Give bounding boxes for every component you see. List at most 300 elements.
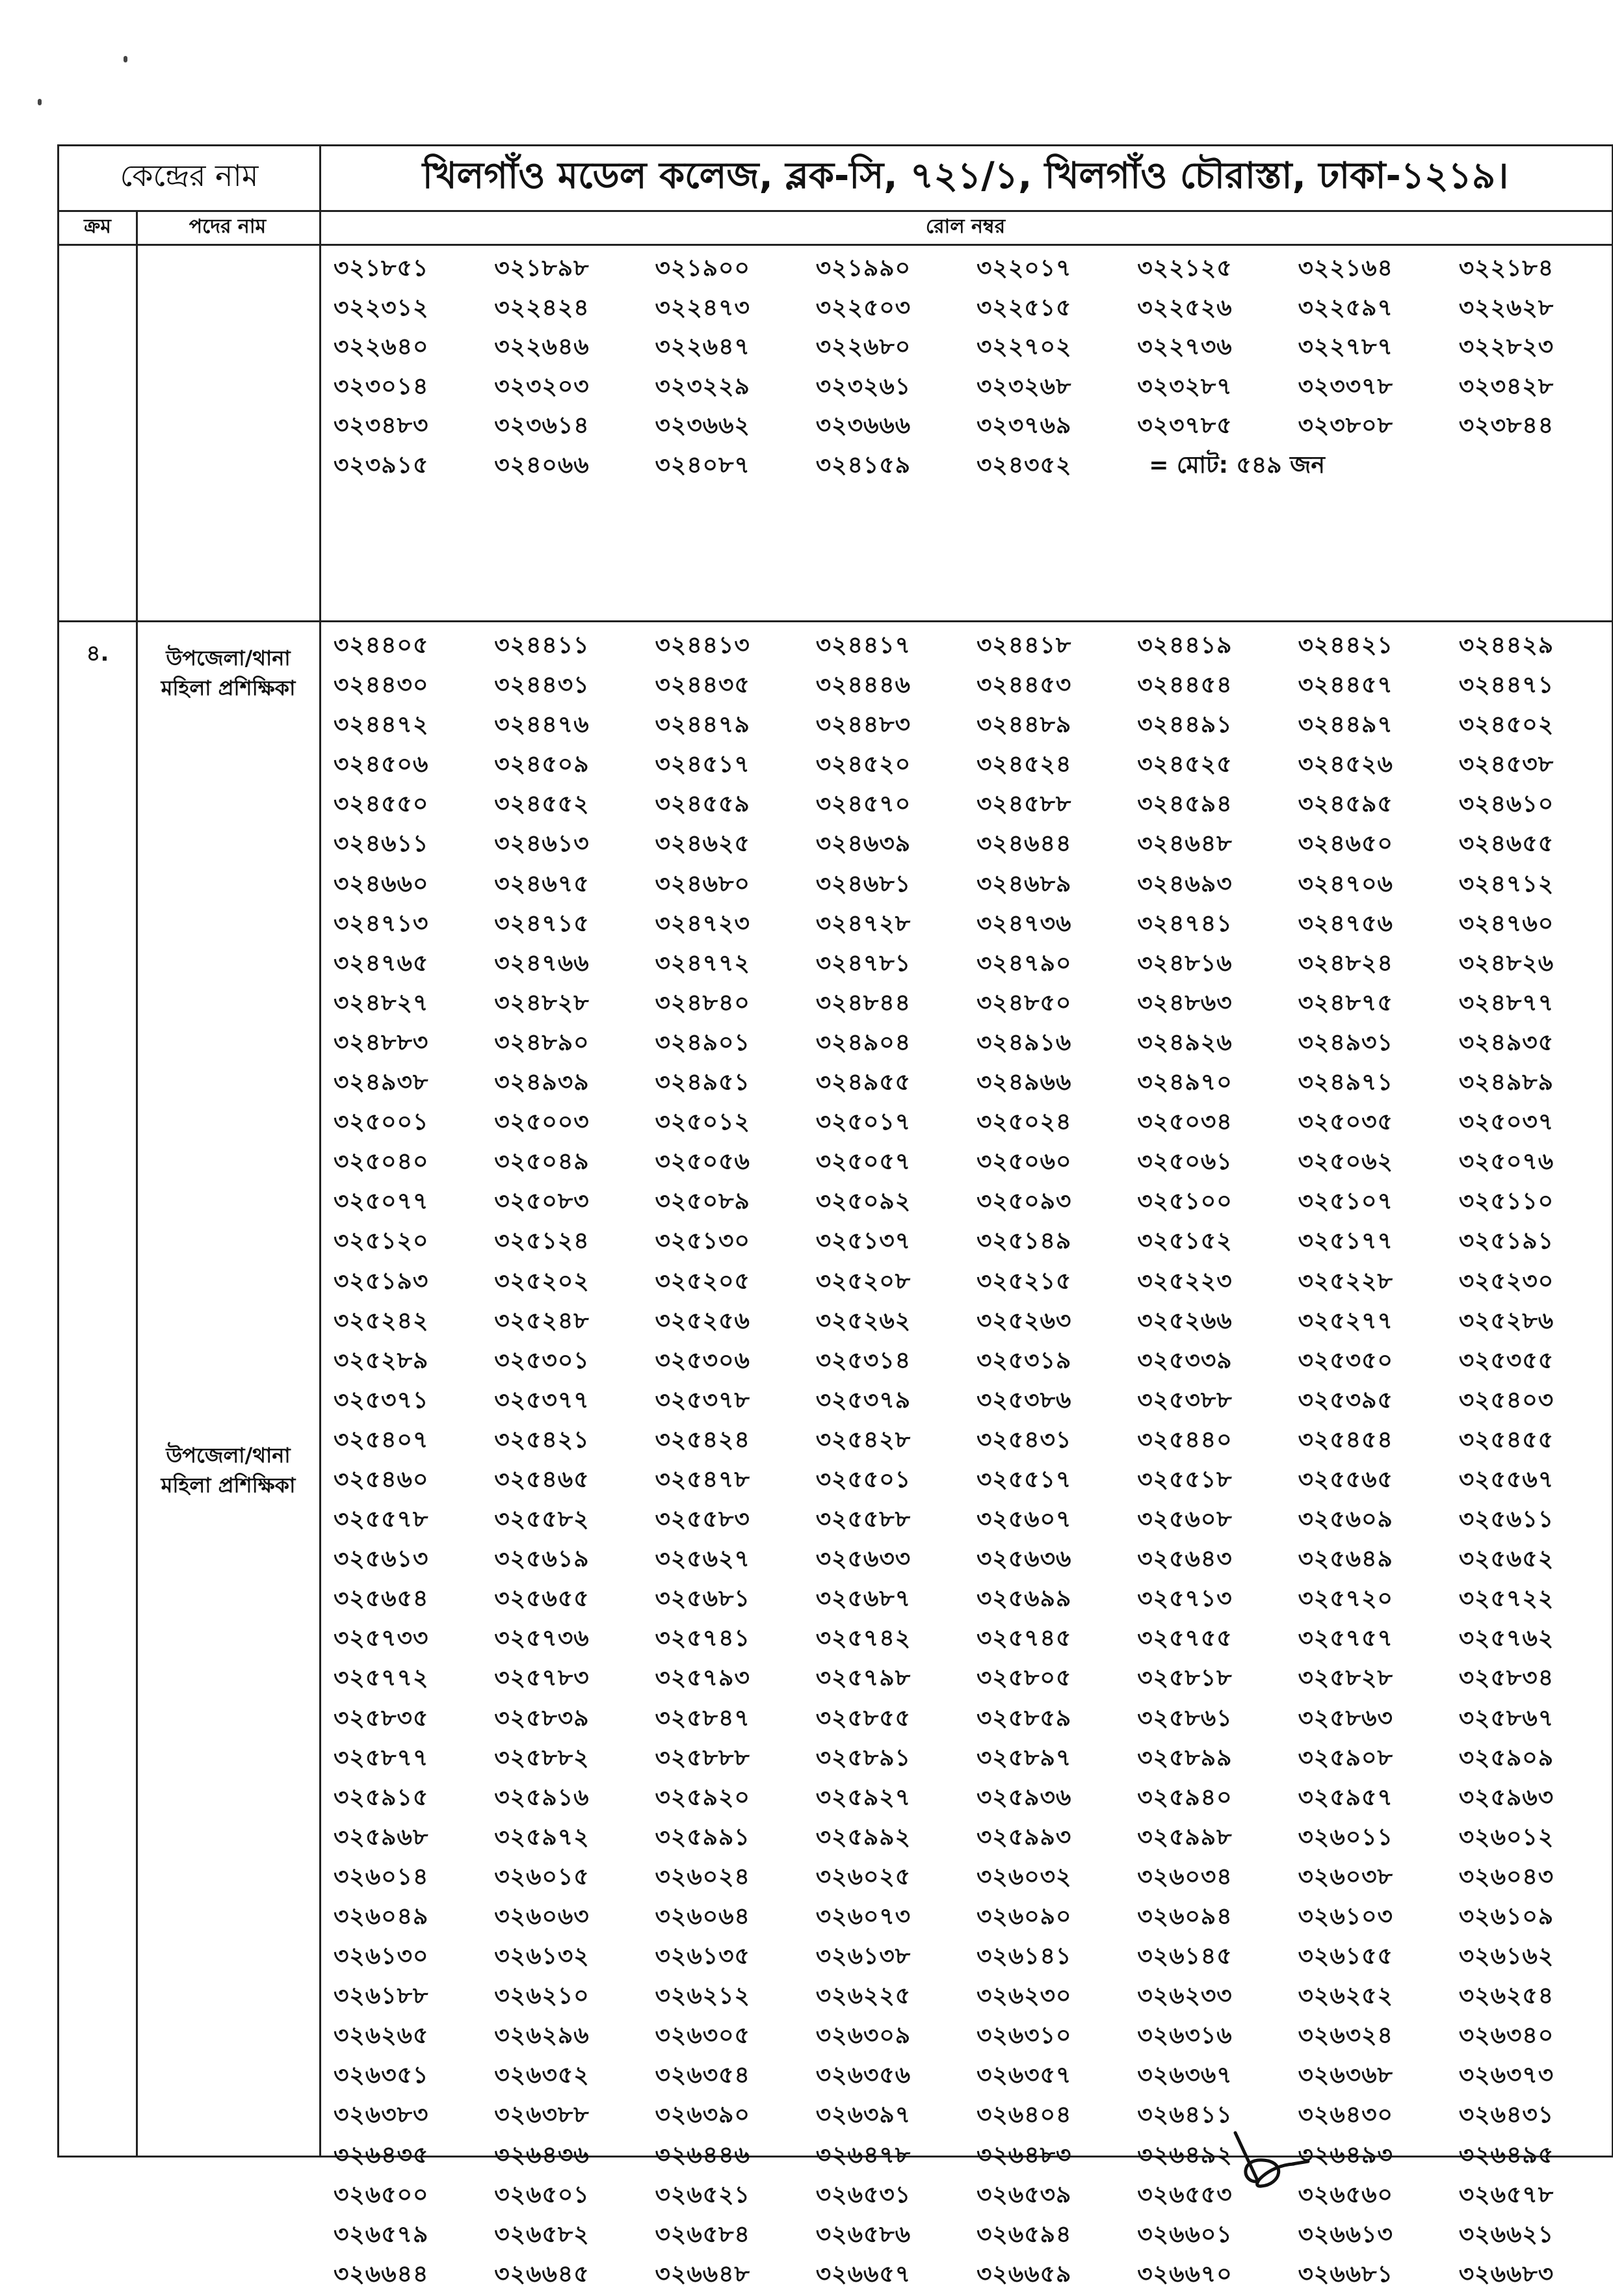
roll-number: ৩২২১৬৪ [1298,255,1393,282]
roll-number: ৩২৬৬৪৪ [334,2260,429,2288]
roll-number: ৩২৬২৯৬ [494,2022,590,2050]
roll-number: ৩২৫৫৭৮ [334,1506,429,1533]
roll-number: ৩২৫০৫৭ [815,1148,911,1176]
roll-number: ৩২৪৭১৫ [494,910,590,937]
roll-number: ৩২৫১০০ [1137,1188,1233,1215]
roll-number: ৩২৪৪৩০ [334,672,429,699]
roll-number: ৩২৪৯২৬ [1137,1029,1233,1056]
roll-number: ৩২৪৫১৭ [655,751,750,778]
roll-number: ৩২৬১০৩ [1298,1903,1393,1930]
roll-number: ৩২৬৬২১ [1458,2221,1554,2248]
roll-number: ৩২৫৮৬৭ [1458,1704,1554,1732]
roll-number: ৩২৬১৩৮ [815,1943,911,1970]
roll-number: ৩২৬১০৯ [1458,1903,1554,1930]
roll-number: ৩২৫৩৫০ [1298,1347,1393,1374]
roll-number: ৩২৫১৩৭ [815,1228,911,1255]
roll-number: ৩২৬৪৪৬ [655,2141,750,2169]
roll-number: ৩২৪৭৬৫ [334,949,429,977]
roll-number: ৩২৬২৫৪ [1458,1983,1554,2010]
roll-number: ৩২৪৫৯৫ [1298,791,1393,818]
roll-number: ৩২৫০৪৯ [494,1148,590,1176]
roll-number: ৩২৪৬৩৯ [815,830,911,858]
roll-number: ৩২৫২০৮ [815,1267,911,1295]
roll-number: ৩২৫০২৪ [977,1109,1072,1136]
roll-number: ৩২৬৪৯৫ [1458,2141,1554,2169]
roll-number: ৩২৫৩৭৭ [494,1386,590,1414]
roll-number: ৩২৪৮১৬ [1137,949,1233,977]
column-divider [319,244,321,620]
roll-number: ৩২৬১৫৫ [1298,1943,1393,1970]
roll-number: ৩২৬০৩৮ [1298,1863,1393,1890]
roll-number: ৩২৫৮৯৭ [977,1744,1072,1771]
roll-number: ৩২৪৬৪৮ [1137,830,1233,858]
roll-number: ৩২৫৯১৫ [334,1784,429,1811]
roll-number: ৩২৫৬০৭ [977,1506,1072,1533]
roll-number: ৩২৫৪২১ [494,1426,590,1453]
roll-number: ৩২৫০৬২ [1298,1148,1393,1176]
roll-number: ৩২৪৬১৩ [494,830,590,858]
roll-number: ৩২৪১৫৯ [815,451,911,479]
roll-number: ৩২৫২৬৬ [1137,1307,1233,1334]
roll-number: ৩২৫৫১৭ [977,1466,1072,1493]
roll-number: ৩২৫৩৩৯ [1137,1347,1233,1374]
roll-number: ৩২৫৫০১ [815,1466,911,1493]
roll-number: ৩২৬৬০১ [1137,2221,1233,2248]
roll-number: ৩২৩৭৬৯ [977,412,1072,439]
roll-number: ৩২৫৪২৮ [815,1426,911,1453]
roll-number: ৩২৫৩৭১ [334,1386,429,1414]
roll-number: ৩২৪৪৫৭ [1298,672,1393,699]
roll-number: ৩২৪৭০৬ [1298,870,1393,897]
column-divider [319,622,321,2156]
post-name-line2: মহিলা প্রশিক্ষিকা [161,1473,296,1498]
roll-number: ৩২৬৫৫৩ [1137,2181,1233,2208]
roll-number: ৩২৫২২৩ [1137,1267,1233,1295]
roll-number: ৩২৫২৪২ [334,1307,429,1334]
roll-number: ৩২৫২৭৭ [1298,1307,1393,1334]
roll-number: ৩২৬৩৫৭ [977,2062,1072,2089]
roll-number: ৩২৪৮২৬ [1458,949,1554,977]
roll-number: ৩২৫৭৩৬ [494,1625,590,1652]
roll-number: ৩২৪৬৯৩ [1137,870,1233,897]
roll-number: ৩২৪৯৫১ [655,1069,750,1096]
roll-number: ৩২৪৮২৪ [1298,949,1393,977]
scan-speck [124,56,127,62]
roll-number: ৩২২৫১৫ [977,294,1072,321]
roll-number: ৩২৫০৪০ [334,1148,429,1176]
roll-number: ৩২৬৪৩০ [1298,2102,1393,2129]
roll-number: ৩২৫৬২৭ [655,1546,750,1573]
roll-number: ৩২৫১৪৯ [977,1228,1072,1255]
roll-number: ৩২৪৭৪১ [1137,910,1233,937]
roll-number: ৩২৬০১৫ [494,1863,590,1890]
roll-number: ৩২৪৪২৯ [1458,632,1554,659]
roll-number: ৩২২০১৭ [977,255,1072,282]
roll-number: ৩২৪৪১৩ [655,632,750,659]
roll-number: ৩২৪৮৫০ [977,989,1072,1016]
roll-number: ৩২৪৬১০ [1458,791,1554,818]
column-divider [136,244,138,620]
roll-number: ৩২৬৩৯৭ [815,2102,911,2129]
roll-number: ৩২৫৯৬৮ [334,1823,429,1851]
roll-number: ৩২৫৬০৯ [1298,1506,1393,1533]
roll-number: ৩২৫৯৯৮ [1137,1823,1233,1851]
roll-number: ৩২৫০৩৫ [1298,1109,1393,1136]
roll-number: ৩২৬২৬৫ [334,2022,429,2050]
roll-number: ৩২৪৪৫৪ [1137,672,1233,699]
roll-number: ৩২৬৩৭৩ [1458,2062,1554,2089]
roll-number: ৩২৫৮৬১ [1137,1704,1233,1732]
roll-number: ৩২৪৮৬৩ [1137,989,1233,1016]
roll-number: ৩২৫৪৬৫ [494,1466,590,1493]
roll-number: ৩২৪৪৩৫ [655,672,750,699]
roll-number: ৩২১৮৯৮ [494,255,590,282]
roll-number: ৩২৫৮৭৭ [334,1744,429,1771]
roll-number: ৩২৫৪৪০ [1137,1426,1233,1453]
roll-number: ৩২২৫০৩ [815,294,911,321]
roll-number: ৩২৫১২৪ [494,1228,590,1255]
roll-number: ৩২৪৬৪৪ [977,830,1072,858]
roll-number: ৩২৪৭২৩ [655,910,750,937]
roll-number: ৩২৪৫৮৮ [977,791,1072,818]
roll-number: ৩২২৬২৮ [1458,294,1554,321]
roll-number: ৩২৪৪৭৯ [655,711,750,739]
column-divider [136,622,138,2156]
roll-number: ৩২৪৪১১ [494,632,590,659]
roll-number: ৩২৫৪০৩ [1458,1386,1554,1414]
roll-number: ৩২৪৯৬৬ [977,1069,1072,1096]
roll-number: ৩২৫৬৫৪ [334,1585,429,1613]
roll-number: ৩২৫৯৯১ [655,1823,750,1851]
roll-number: ৩২৪৭২৮ [815,910,911,937]
roll-number: ৩২৬২১২ [655,1983,750,2010]
roll-number: ৩২৫৭৯৩ [655,1665,750,1692]
roll-number: ৩২৪৭৩৬ [977,910,1072,937]
roll-number: ৩২৪৭৯০ [977,949,1072,977]
roll-number: ৩২২৬৮০ [815,334,911,360]
roll-number: ৩২৫২৮৬ [1458,1307,1554,1334]
roll-number: ৩২৬১৩২ [494,1943,590,1970]
roll-number: ৩২৬০৩৪ [1137,1863,1233,1890]
roll-number: ৩২৪৮২৭ [334,989,429,1016]
roll-number: ৩২৬০২৫ [815,1863,911,1890]
roll-number: ৩২৬৩১০ [977,2022,1072,2050]
roll-number: ৩২৪৫৭০ [815,791,911,818]
roll-number: ৩২৪৮৪৪ [815,989,911,1016]
roll-number: ৩২৪৫০৬ [334,751,429,778]
roll-number: ৩২৬২৩০ [977,1983,1072,2010]
roll-number: ৩২৬৫৮৬ [815,2221,911,2248]
roll-number: ৩২৬৬১৩ [1298,2221,1393,2248]
roll-number: ৩২২৬৪০ [334,334,429,360]
roll-number: ৩২২৫২৬ [1137,294,1233,321]
roll-number: ৩২৫০৯২ [815,1188,911,1215]
roll-number: ৩২৪৪৩১ [494,672,590,699]
roll-number: ৩২৫৫৬৫ [1298,1466,1393,1493]
roll-number: ৩২২৭৩৬ [1137,334,1233,360]
roll-number: ৩২৫০১৭ [815,1109,911,1136]
roll-number: ৩২৩২৬৮ [977,373,1072,400]
roll-number: ৩২৬৫৭৮ [1458,2181,1554,2208]
roll-number: ৩২৫১১০ [1458,1188,1554,1215]
roll-number: ৩২৩৩৭৮ [1298,373,1393,400]
roll-number: ৩২৫০১২ [655,1109,750,1136]
roll-number: ৩২৬১৬২ [1458,1943,1554,1970]
roll-number: ৩২৫৮৯৯ [1137,1744,1233,1771]
roll-number: ৩২৪৯৭০ [1137,1069,1233,1096]
roll-number: ৩২৪৭৭২ [655,949,750,977]
roll-number: ৩২৪৮৭৭ [1458,989,1554,1016]
roll-number: ৩২৫৬৪৩ [1137,1546,1233,1573]
roll-number: ৩২৬৫৭৯ [334,2221,429,2248]
roll-number: ৩২৪৪১৮ [977,632,1072,659]
roll-number: ৩২৬৫৯৪ [977,2221,1072,2248]
roll-number: ৩২৪৬৮১ [815,870,911,897]
roll-number: ৩২৪৪৭১ [1458,672,1554,699]
roll-number: ৩২৩৬৬৬ [815,412,911,439]
roll-number: ৩২৩৯১৫ [334,451,429,479]
roll-number: ৩২৬২২৫ [815,1983,911,2010]
post-name-line2: মহিলা প্রশিক্ষিকা [161,676,296,700]
roll-number: ৩২৫৯২৭ [815,1784,911,1811]
roll-number: ৩২৪৬৫০ [1298,830,1393,858]
roll-number: ৩২৫০০১ [334,1109,429,1136]
roll-number: ৩২৬৫০১ [494,2181,590,2208]
roll-number: ৩২৪৪৭৬ [494,711,590,739]
roll-number: ৩২৫৬৪৯ [1298,1546,1393,1573]
roll-number: ৩২৪০৬৬ [494,451,590,479]
roll-number: ৩২৫১৯৩ [334,1267,429,1295]
roll-number: ৩২৫৩৫৫ [1458,1347,1554,1374]
roll-number: ৩২৬৪৩৫ [334,2141,429,2169]
roll-number: ৩২৬৫৬০ [1298,2181,1393,2208]
roll-number: ৩২৫৬৫২ [1458,1546,1554,1573]
roll-number: ৩২৬৫৮৪ [655,2221,750,2248]
center-label: কেন্দ্রের নাম [59,146,321,210]
roll-number: ৩২৬৩১৬ [1137,2022,1233,2050]
roll-number: ৩২৬৩৫২ [494,2062,590,2089]
roll-number: ৩২৪৮৭৫ [1298,989,1393,1016]
roll-number: ৩২৬০৪৯ [334,1903,429,1930]
roll-number: ৩২৪৩৫২ [977,451,1072,479]
roll-number: ৩২৬০৯৪ [1137,1903,1233,1930]
roll-number: ৩২৫৭৪২ [815,1625,911,1652]
roll-number: ৩২৬৩৫৬ [815,2062,911,2089]
roll-number: ৩২৬৬৫৯ [977,2260,1072,2288]
roll-number: ৩২৪৯৩১ [1298,1029,1393,1056]
roll-number: ৩২৫০৬১ [1137,1148,1233,1176]
post-name-repeat [137,1440,319,1500]
roll-number: ৩২৫৬৮১ [655,1585,750,1613]
post-name-line1: উপজেলা/থানা [166,1443,291,1468]
roll-number: ৩২৪৪০৫ [334,632,429,659]
roll-number: ৩২৬০৩২ [977,1863,1072,1890]
roll-number: ৩২৬৪৯৩ [1298,2141,1393,2169]
roll-number: ৩২৫৪৭৮ [655,1466,750,1493]
roll-number: ৩২৫৪৫৪ [1298,1426,1393,1453]
roll-number: ৩২৫১৭৭ [1298,1228,1393,1255]
roll-number: ৩২৪৪১৭ [815,632,911,659]
roll-number: ৩২৬৩২৪ [1298,2022,1393,2050]
roll-number: ৩২৬৪৯২ [1137,2141,1233,2169]
roll-number: ৩২৫৮৫৯ [977,1704,1072,1732]
roll-number: ৩২৫৪৬০ [334,1466,429,1493]
roll-number: ৩২৫৮৪৭ [655,1704,750,1732]
roll-number: ৩২৩৮৪৪ [1458,412,1554,439]
roll-number: ৩২৬৪০৪ [977,2102,1072,2129]
roll-number: ৩২৪৬৮৯ [977,870,1072,897]
roll-number: ৩২৬০১১ [1298,1823,1393,1851]
roll-number: ৩২৫৭৬২ [1458,1625,1554,1652]
roll-number: ৩২৫২৩০ [1458,1267,1554,1295]
roll-number: ৩২৪৫৫২ [494,791,590,818]
roll-number: ৩২২৪৭৩ [655,294,750,321]
roll-number: ৩২৪৮২৮ [494,989,590,1016]
roll-number: ৩২৫২৬৩ [977,1307,1072,1334]
roll-number: ৩২৫৮৯১ [815,1744,911,1771]
roll-number: ৩২৫৯৯২ [815,1823,911,1851]
roll-number: ৩২৪৪৭২ [334,711,429,739]
roll-number: ৩২৪০৮৭ [655,451,750,479]
roll-number: ৩২৬০৭৩ [815,1903,911,1930]
roll-number: ৩২৫৭২০ [1298,1585,1393,1613]
roll-number: ৩২৬২৫২ [1298,1983,1393,2010]
roll-number: ৩২৫৮১৮ [1137,1665,1233,1692]
roll-number: ৩২৫৩৭৮ [655,1386,750,1414]
roll-number: ৩২৫৯০৯ [1458,1744,1554,1771]
roll-number: ৩২৫৮৩৪ [1458,1665,1554,1692]
roll-number: ৩২৫৭২২ [1458,1585,1554,1613]
roll-number: ৩২৫৮০৫ [977,1665,1072,1692]
roll-number: ৩২৫০০৩ [494,1109,590,1136]
roll-number: ৩২৬৪৩১ [1458,2102,1554,2129]
roll-column-header: রোল নম্বর [925,215,1006,238]
roll-grid-section1 [326,250,1612,486]
roll-number: ৩২৫৭৮৩ [494,1665,590,1692]
roll-number: ৩২২৮২৩ [1458,334,1554,360]
roll-number: ৩২৩২৮৭ [1137,373,1233,400]
roll-number: ৩২৫৮২৮ [1298,1665,1393,1692]
roll-number: ৩২৫৩৮৬ [977,1386,1072,1414]
roll-number: ৩২৪৬৬০ [334,870,429,897]
roll-number: ৩২৬০১২ [1458,1823,1554,1851]
roll-number: ৩২৬৬৮৩ [1458,2260,1554,2288]
roll-number: ৩২৪৪৯১ [1137,711,1233,739]
roll-number: ৩২৪৪৫৩ [977,672,1072,699]
center-name: খিলগাঁও মডেল কলেজ, ব্লক-সি, ৭২১/১, খিলগাঁও চৌরাস্তা, ঢাকা-১২১৯। [422,155,1509,197]
roll-number: ৩২৫১০৭ [1298,1188,1393,1215]
roll-number: ৩২৬৬৪৫ [494,2260,590,2288]
roll-number: ৩২৪৭৬৬ [494,949,590,977]
roll-number: ৩২৩২২৯ [655,373,750,400]
roll-number: ৩২৬৩৬৭ [1137,2062,1233,2089]
roll-number: ৩২৪৫০৯ [494,751,590,778]
roll-number: ৩২৫৬১১ [1458,1506,1554,1533]
roll-number: ৩২৪৮৮৩ [334,1029,429,1056]
roll-number: ৩২৪৭৮১ [815,949,911,977]
roll-number: ৩২৫৩০১ [494,1347,590,1374]
roll-number: ৩২৩৭৮৫ [1137,412,1233,439]
roll-number: ৩২৩৮০৮ [1298,412,1393,439]
roll-number: ৩২৫৬০৮ [1137,1506,1233,1533]
roll-number: ৩২৪৫২০ [815,751,911,778]
roll-number: ৩২৪৫২৬ [1298,751,1393,778]
roll-number: ৩২৬০৯০ [977,1903,1072,1930]
roll-number: ৩২৬৫৮২ [494,2221,590,2248]
roll-grid-section2 [326,627,1612,2296]
roll-number: ৩২৫৩০৬ [655,1347,750,1374]
roll-number: ৩২৩০১৪ [334,373,429,400]
roll-number: ৩২৫৮৬৩ [1298,1704,1393,1732]
roll-number: ৩২৫০৮৯ [655,1188,750,1215]
roll-number: ৩২৬৫২১ [655,2181,750,2208]
roll-number: ৩২৫৯০৮ [1298,1744,1393,1771]
roll-number: ৩২৬০১৪ [334,1863,429,1890]
serial-column-header: ক্রম [59,210,138,244]
post-name [137,643,319,703]
signature-mark [1222,2120,1326,2198]
roll-number: ৩২৫২২৮ [1298,1267,1393,1295]
roll-number: ৩২৫৬৩৩ [815,1546,911,1573]
roll-number: ৩২৬২১০ [494,1983,590,2010]
roll-number: ৩২৫৩১৯ [977,1347,1072,1374]
roll-number: ৩২৫৯৫৭ [1298,1784,1393,1811]
roll-number: ৩২৬৪১১ [1137,2102,1233,2129]
roll-number: ৩২৫৪৩১ [977,1426,1072,1453]
section-previous-post [59,244,1612,622]
roll-number: ৩২৫৭৪৫ [977,1625,1072,1652]
roll-number: ৩২৪৪৮৩ [815,711,911,739]
roll-number: ৩২৫০৮৩ [494,1188,590,1215]
roll-number: ৩২৪৪৯৭ [1298,711,1393,739]
roll-number: ৩২৪৭৫৬ [1298,910,1393,937]
roll-number: ৩২২১৮৪ [1458,255,1554,282]
roll-number: ৩২২৭৮৭ [1298,334,1393,360]
roll-number: ৩২৫৫৮৩ [655,1506,750,1533]
roll-number: ৩২১৯০০ [655,255,750,282]
roll-number: ৩২৫৯৯৩ [977,1823,1072,1851]
roll-number: ৩২৫০৭৭ [334,1188,429,1215]
roll-number: ৩২৬০৪৩ [1458,1863,1554,1890]
roll-number: ৩২৫২৫৬ [655,1307,750,1334]
roll-number-table [57,144,1613,2288]
roll-number: ৩২৬৫৩১ [815,2181,911,2208]
roll-number: ৩২৫০৬০ [977,1148,1072,1176]
roll-number: ৩২৬৬৮১ [1298,2260,1393,2288]
total-count: = মোট: ৫৪৯ জন [1149,451,1325,479]
roll-number: ৩২২৩১২ [334,294,429,321]
roll-number: ৩২৫২৪৮ [494,1307,590,1334]
roll-number: ৩২৬৩৪০ [1458,2022,1554,2050]
roll-number: ৩২৪৯৩৯ [494,1069,590,1096]
roll-number: ৩২৫৫৬৭ [1458,1466,1554,1493]
roll-number: ৩২৪৪২১ [1298,632,1393,659]
center-header-row [59,146,1612,212]
roll-number: ৩২৪৮৯০ [494,1029,590,1056]
roll-number: ৩২৩৬৬২ [655,412,750,439]
roll-number: ৩২৩২০৩ [494,373,590,400]
roll-number: ৩২৫০৩৪ [1137,1109,1233,1136]
roll-number: ৩২৪৯৩৫ [1458,1029,1554,1056]
roll-number: ৩২৫৩৮৮ [1137,1386,1233,1414]
roll-number: ৩২৫৩৯৫ [1298,1386,1393,1414]
roll-number: ৩২৬৫০০ [334,2181,429,2208]
roll-number: ৩২৫৪২৪ [655,1426,750,1453]
roll-number: ৩২৬০৬৪ [655,1903,750,1930]
roll-number: ৩২৫৯৭২ [494,1823,590,1851]
roll-number: ৩২৪৭১২ [1458,870,1554,897]
roll-number: ৩২৩২৬১ [815,373,911,400]
